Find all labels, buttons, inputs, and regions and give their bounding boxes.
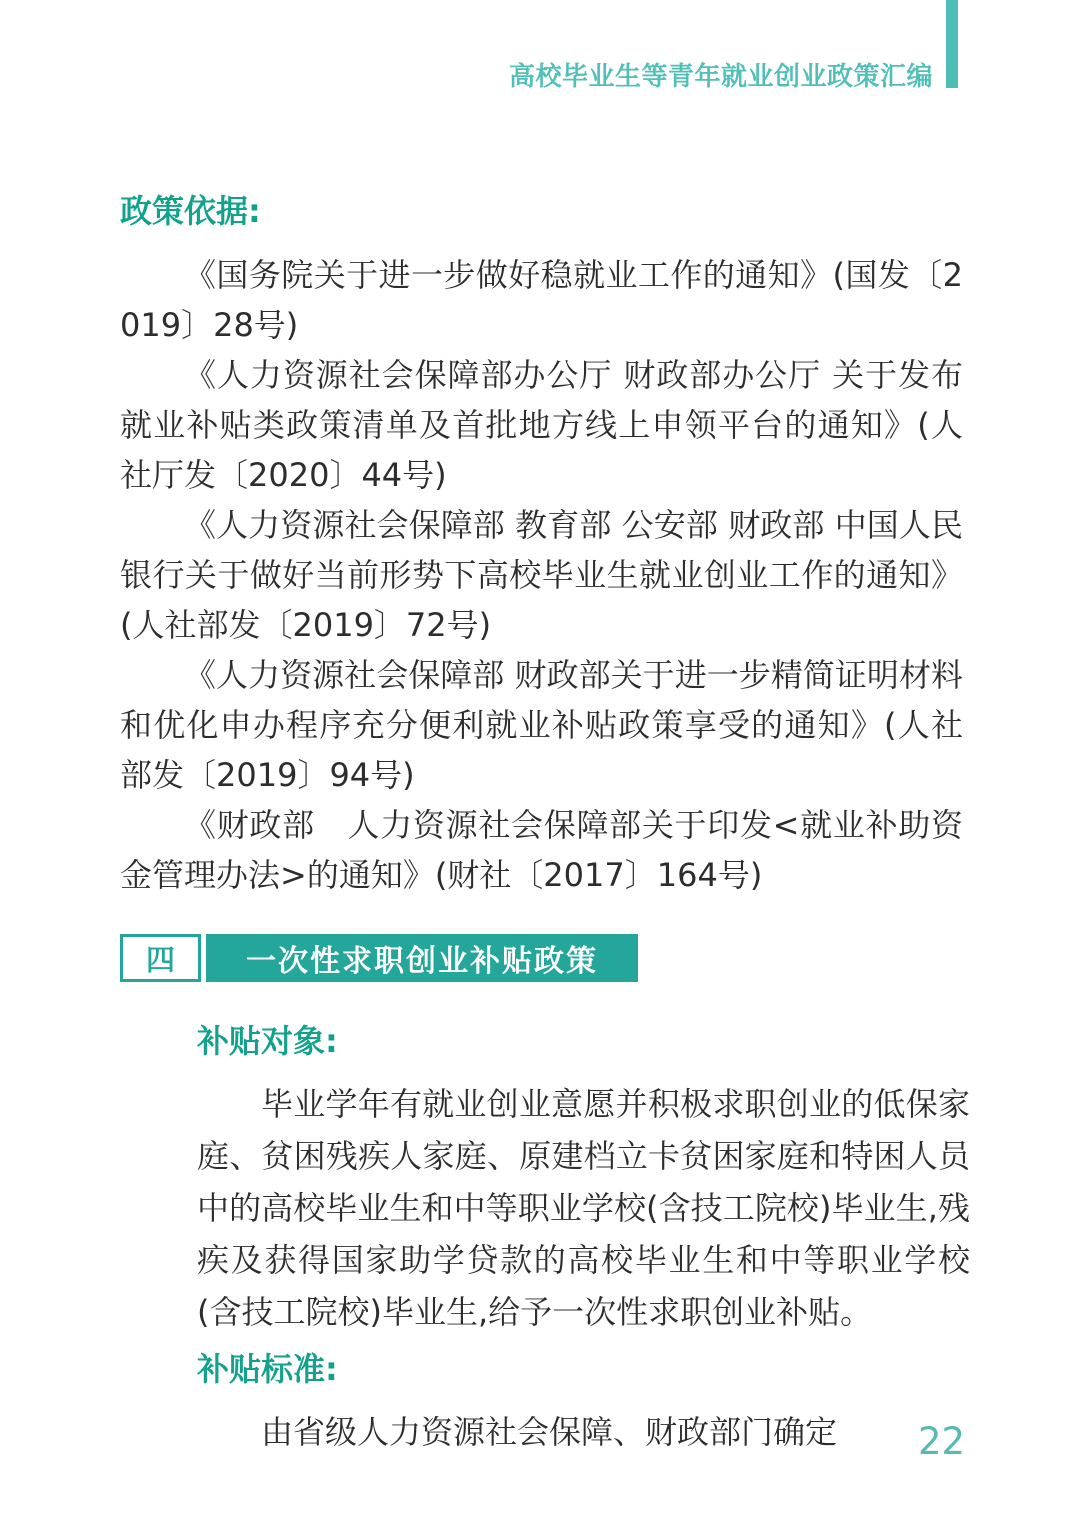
section-number-box: 四: [120, 934, 201, 982]
section-banner: [120, 934, 638, 982]
policy-citation: 《财政部 人力资源社会保障部关于印发<就业补助资金管理办法>的通知》(财社〔2017〕164号): [120, 806, 963, 894]
policy-citation: 《国务院关于进一步做好稳就业工作的通知》(国发〔2019〕28号): [120, 256, 963, 344]
subsidy-target-heading: 补贴对象:: [197, 1022, 338, 1060]
header-accent-bar: [946, 0, 958, 88]
document-header-title: 高校毕业生等青年就业创业政策汇编: [508, 62, 933, 92]
section-title-box: 一次性求职创业补贴政策: [206, 934, 638, 982]
policy-citation: 《人力资源社会保障部 教育部 公安部 财政部 中国人民银行关于做好当前形势下高校毕业生就业创业工作的通知》(人社部发〔2019〕72号): [120, 506, 963, 644]
policy-basis-heading: 政策依据:: [120, 192, 261, 230]
policy-citation: 《人力资源社会保障部 财政部关于进一步精简证明材料和优化申办程序充分便利就业补贴政策享受的通知》(人社部发〔2019〕94号): [120, 656, 963, 794]
subsidy-standard-heading: 补贴标准:: [197, 1350, 338, 1388]
policy-basis-block: [120, 192, 963, 900]
policy-citation: 《人力资源社会保障部办公厅 财政部办公厅 关于发布就业补贴类政策清单及首批地方线上申领平台的通知》(人社厅发〔2020〕44号): [120, 356, 963, 494]
subsidy-target-body: 毕业学年有就业创业意愿并积极求职创业的低保家庭、贫困残疾人家庭、原建档立卡贫困家庭和特困人员中的高校毕业生和中等职业学校(含技工院校)毕业生,残疾及获得国家助学贷款的高校毕业生和中等职业学校(含技工院校)毕业生,给予一次性求职创业补贴。: [197, 1085, 970, 1331]
subsidy-standard-body: 由省级人力资源社会保障、财政部门确定: [261, 1413, 838, 1451]
section-body: [197, 1022, 970, 1458]
page-number: 22: [918, 1420, 966, 1463]
